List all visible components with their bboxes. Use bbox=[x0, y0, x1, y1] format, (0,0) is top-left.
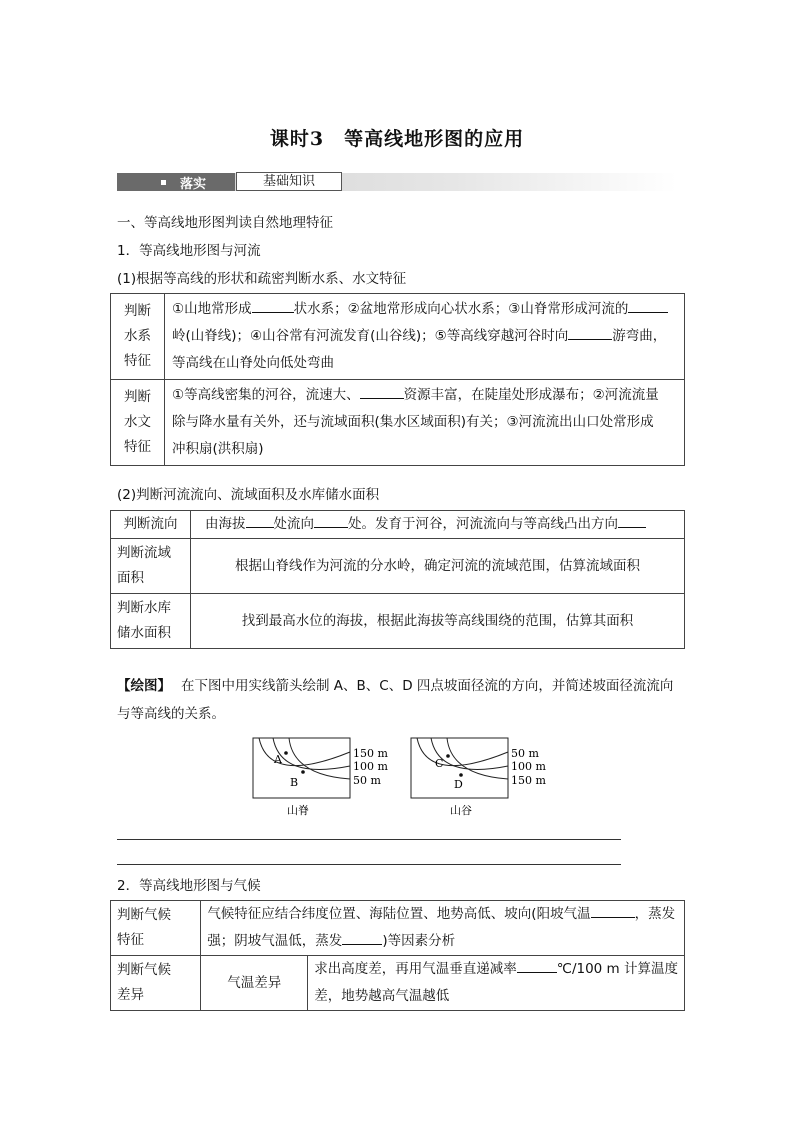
row-header: 判断气候 差异 bbox=[111, 956, 201, 1011]
row-subheader: 气温差异 bbox=[201, 956, 308, 1011]
contour-label: 100 m bbox=[353, 760, 388, 773]
row-header: 判断 水系 特征 bbox=[111, 294, 165, 380]
table-row bbox=[111, 294, 685, 380]
answer-blank[interactable] bbox=[360, 384, 404, 399]
contour-label: 50 m bbox=[353, 774, 381, 787]
row-body: 气候特征应结合纬度位置、海陆位置、地势高低、坡向(阳坡气温 ，蒸发 强；阴坡气温低，蒸发 )等因素分析 bbox=[201, 901, 685, 956]
drawing-task: 【绘图】 在下图中用实线箭头绘制 A、B、C、D 四点坡面径流的方向，并简述坡面径流流向 bbox=[117, 678, 674, 694]
row-body: 根据山脊线作为河流的分水岭，确定河流的流域范围，估算流域面积 bbox=[191, 539, 685, 594]
figure-caption: 山谷 bbox=[450, 804, 472, 817]
valley-contour-map bbox=[403, 735, 553, 820]
subheading-climate: 2．等高线地形图与气候 bbox=[117, 878, 261, 894]
point-c-marker bbox=[446, 754, 450, 758]
table-row bbox=[111, 956, 685, 1011]
answer-blank[interactable] bbox=[568, 325, 612, 340]
section-heading: 一、等高线地形图判读自然地理特征 bbox=[117, 215, 333, 231]
table-climate bbox=[110, 900, 685, 1011]
answer-blank[interactable] bbox=[342, 930, 382, 945]
row-body: 求出高度差，再用气温垂直递减率 ℃/100 m 计算温度 差，地势越高气温越低 bbox=[308, 956, 685, 1011]
point-d-label: D bbox=[454, 778, 463, 791]
banner-left: 落实 bbox=[117, 173, 235, 191]
square-icon bbox=[161, 180, 166, 185]
answer-blank[interactable] bbox=[618, 513, 646, 528]
row-body: 由海拔 处流向 处。发育于河谷，河流流向与等高线凸出方向 bbox=[191, 511, 685, 539]
ridge-contour-map bbox=[245, 735, 395, 820]
table-row bbox=[111, 380, 685, 466]
page-title: 课时3 等高线地形图的应用 bbox=[269, 128, 525, 150]
point-c-label: C bbox=[435, 757, 444, 770]
row-header: 判断流向 bbox=[111, 511, 191, 539]
answer-blank[interactable] bbox=[517, 958, 557, 973]
answer-blank[interactable] bbox=[252, 298, 294, 313]
row-body: ①山地常形成 状水系；②盆地常形成向心状水系；③山脊常形成河流的 岭(山脊线)；④山谷常有河流发育(山谷线)；⑤等高线穿越河谷时向 游弯曲， 等高线在山脊处向低处弯曲 bbox=[165, 294, 685, 380]
contour-label: 150 m bbox=[353, 747, 388, 760]
table-river-flow bbox=[110, 510, 685, 649]
row-header: 判断流域 面积 bbox=[111, 539, 191, 594]
answer-line[interactable] bbox=[117, 839, 621, 840]
point-b-label: B bbox=[290, 776, 299, 789]
row-header: 判断气候 特征 bbox=[111, 901, 201, 956]
point-a-marker bbox=[284, 751, 288, 755]
point-a-label: A bbox=[274, 753, 282, 766]
table-water-features bbox=[110, 293, 685, 466]
contour-label: 50 m bbox=[511, 747, 539, 760]
row-header: 判断水库 储水面积 bbox=[111, 594, 191, 649]
table-row bbox=[111, 594, 685, 649]
contour-label: 100 m bbox=[511, 760, 546, 773]
point-d-marker bbox=[459, 773, 463, 777]
point-b-marker bbox=[301, 770, 305, 774]
paragraph-2: (2)判断河流流向、流域面积及水库储水面积 bbox=[117, 487, 380, 503]
subheading-rivers: 1．等高线地形图与河流 bbox=[117, 243, 261, 259]
row-body: ①等高线密集的河谷，流速大、 资源丰富，在陡崖处形成瀑布；②河流流量 除与降水量有关外，还与流域面积(集水区域面积)有关；③河流流出山口处常形成 冲积扇(洪积扇) bbox=[165, 380, 685, 466]
row-header: 判断 水文 特征 bbox=[111, 380, 165, 466]
contour-label: 150 m bbox=[511, 774, 546, 787]
answer-blank[interactable] bbox=[628, 298, 668, 313]
answer-line[interactable] bbox=[117, 864, 621, 865]
banner-right: 基础知识 bbox=[236, 172, 342, 191]
figure-caption: 山脊 bbox=[287, 804, 309, 817]
answer-blank[interactable] bbox=[591, 903, 635, 918]
answer-blank[interactable] bbox=[314, 513, 348, 528]
table-row bbox=[111, 539, 685, 594]
paragraph-1: (1)根据等高线的形状和疏密判断水系、水文特征 bbox=[117, 271, 407, 287]
table-row bbox=[111, 901, 685, 956]
row-body: 找到最高水位的海拔，根据此海拔等高线围绕的范围，估算其面积 bbox=[191, 594, 685, 649]
table-row bbox=[111, 511, 685, 539]
drawing-task-cont: 与等高线的关系。 bbox=[117, 706, 225, 722]
answer-blank[interactable] bbox=[246, 513, 274, 528]
